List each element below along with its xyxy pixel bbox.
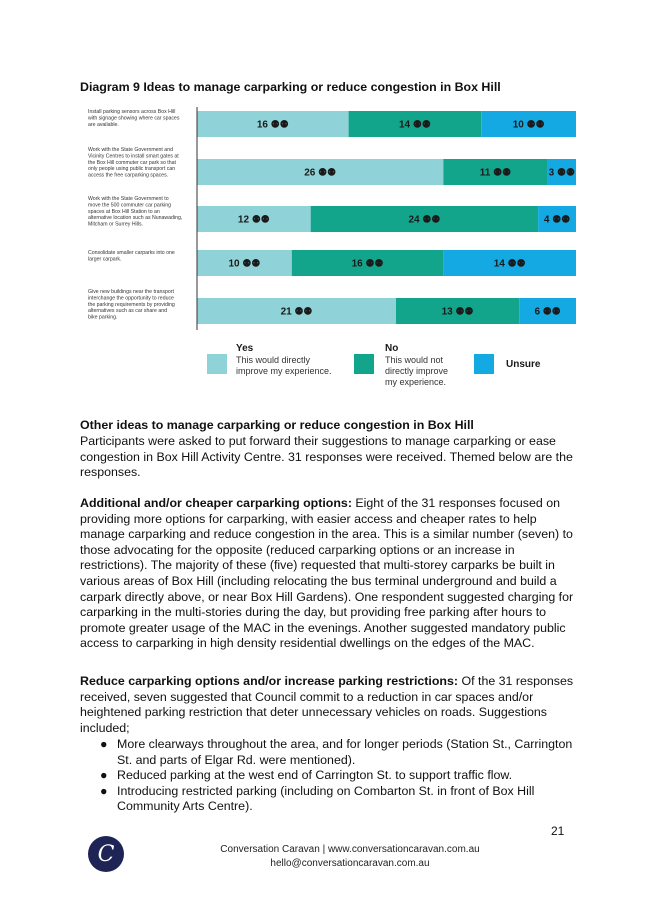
people-icon: ⚉⚉: [318, 167, 337, 179]
legend-description: directly improve: [385, 366, 449, 376]
list-item: [100, 737, 580, 768]
question-label: Install parking sensors across Box Hill with signage showing where car spaces are available.: [88, 109, 180, 128]
bar-value-label: 16 ⚉⚉: [256, 119, 289, 131]
list-item-text: Introducing restricted parking (including on Combarton St. in front of Box Hill Community Arts Centre).: [117, 783, 535, 814]
footer-line-website: Conversation Caravan | www.conversationcaravan.com.au: [220, 844, 480, 855]
bar-value-label: 6 ⚉⚉: [534, 306, 561, 318]
bar-value-label: 24 ⚉⚉: [408, 214, 441, 226]
other-ideas-heading: Other ideas to manage carparking or reduce congestion in Box Hill: [80, 418, 474, 432]
bar-value-label: 4 ⚉⚉: [543, 214, 571, 226]
people-icon: ⚉⚉: [556, 167, 575, 179]
bar-value-label: 13 ⚉⚉: [441, 306, 474, 318]
people-icon: ⚉⚉: [493, 167, 512, 179]
legend-description: improve my experience.: [236, 366, 332, 376]
legend-title: No: [385, 343, 399, 354]
conversation-caravan-logo: [88, 836, 124, 872]
people-icon: ⚉⚉: [422, 214, 441, 226]
legend-swatch-unsure: [474, 354, 494, 374]
people-icon: ⚉⚉: [365, 258, 384, 270]
people-icon: ⚉⚉: [270, 119, 289, 131]
legend-swatch-yes: [207, 354, 227, 374]
list-item-text: More clearways throughout the area, and for longer periods (Station St., Carrington St. and parts of Elgar Rd. were mentioned).: [117, 737, 573, 767]
chart-legend: [207, 343, 541, 387]
people-icon: ⚉⚉: [294, 306, 313, 318]
question-label: Work with the State Government and Vicinity Centres to install smart gates at the Box Hill commuter car park so that only people using public transport can access the free carparking spaces.: [88, 147, 179, 179]
other-ideas-paragraph: Participants were asked to put forward their suggestions to manage carparking or ease congestion in Box Hill Activity Centre. 31 responses were received. Themed below are the responses.: [80, 434, 573, 480]
bar-value-label: 10 ⚉⚉: [512, 119, 545, 131]
reduce-carparking-text: Of the 31 responses received, seven suggested that Council commit to a reduction in car spaces and/or heightened parking restriction that deter unnecessary vehicles on roads. Suggestions included;: [80, 674, 574, 735]
legend-swatch-no: [354, 354, 374, 374]
bullet-icon: ●: [100, 737, 108, 751]
legend-title: Unsure: [506, 359, 541, 370]
legend-description: This would directly: [236, 355, 311, 365]
bar-value-label: 12 ⚉⚉: [237, 214, 270, 226]
people-icon: ⚉⚉: [412, 119, 431, 131]
list-item: [100, 784, 580, 815]
bullet-icon: ●: [100, 768, 108, 783]
bar-value-label: 16 ⚉⚉: [351, 258, 384, 270]
chart-bars: [197, 111, 576, 324]
people-icon: ⚉⚉: [507, 258, 526, 270]
legend-description: This would not: [385, 355, 444, 365]
list-item: [100, 768, 580, 784]
people-icon: ⚉⚉: [552, 214, 571, 226]
bar-value-label: 11 ⚉⚉: [479, 167, 512, 179]
bar-value-label: 3 ⚉⚉: [548, 167, 575, 179]
page-number: 21: [551, 824, 565, 838]
stacked-bar-chart: [76, 102, 576, 402]
diagram-title: Diagram 9 Ideas to manage carparking or reduce congestion in Box Hill: [80, 80, 501, 94]
footer: [200, 843, 500, 871]
people-icon: ⚉⚉: [251, 214, 270, 226]
bar-value-label: 21 ⚉⚉: [280, 306, 313, 318]
people-icon: ⚉⚉: [526, 119, 545, 131]
reduce-carparking-paragraph: [80, 674, 580, 736]
bar-value-label: 14 ⚉⚉: [399, 119, 431, 131]
people-icon: ⚉⚉: [242, 258, 261, 270]
additional-carparking-paragraph: [80, 496, 580, 652]
reduce-carparking-label: Reduce carparking options and/or increase parking restrictions:: [80, 674, 459, 688]
list-item-text: Reduced parking at the west end of Carrington St. to support traffic flow.: [117, 768, 513, 783]
bar-value-label: 26 ⚉⚉: [304, 167, 337, 179]
legend-description: my experience.: [385, 377, 447, 387]
question-label: Work with the State Government to move the 500 commuter car parking spaces at Box Hill Station to an alternative location such as Nunawading, Mitcham or Surrey Hills.: [88, 196, 183, 228]
question-label: Consolidate smaller carparks into one larger carpark.: [88, 250, 175, 263]
bar-value-label: 14 ⚉⚉: [493, 258, 526, 270]
additional-carparking-label: Additional and/or cheaper carparking options:: [80, 496, 352, 510]
logo-letter: C: [97, 841, 115, 867]
question-label: Give new buildings near the transport interchange the opportunity to reduce the parking requirements by providing alternatives such as car share and bike parking.: [88, 289, 175, 321]
suggestion-list: [100, 737, 580, 815]
question-labels: [88, 109, 182, 321]
people-icon: ⚉⚉: [542, 306, 561, 318]
legend-title: Yes: [236, 343, 254, 354]
people-icon: ⚉⚉: [455, 306, 474, 318]
bullet-icon: ●: [100, 783, 108, 798]
bar-value-label: 10 ⚉⚉: [228, 258, 261, 270]
footer-line-email: hello@conversationcaravan.com.au: [270, 858, 430, 869]
additional-carparking-text: Eight of the 31 responses focused on providing more options for carparking, with easier access and cheaper rates to help manage carparking and reduce congestion in the area. This is a similar number (seven) to those advocating for the opposite (reduced carparking options or an increase in restrictions). The majority of these (five) requested that multi-storey carparks be built in various areas of Box Hill (including relocating the bus terminal underground and build a carpark directly above, or near Box Hill Gardens). One respondent suggested charging for carparking in the multi-stories during the day, but providing free parking after hours to promote greater usage of the MAC in the evenings. Another suggested mandatory public access to carparking in high density residential dwellings on the edges of the MAC.: [80, 496, 574, 651]
